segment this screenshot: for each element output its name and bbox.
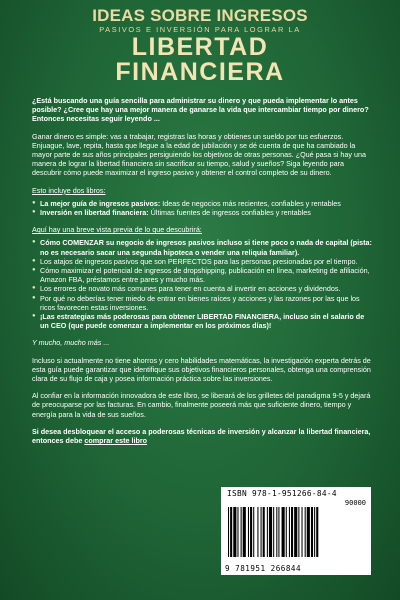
book-desc: Ideas de negocios más recientes, confiables y rentables <box>160 198 341 208</box>
book-title: Inversión en libertad financiera: <box>40 208 149 218</box>
title-line-1: IDEAS SOBRE INGRESOS <box>92 6 308 25</box>
book-title: La mejor guía de ingresos pasivos: <box>40 198 161 208</box>
back-cover-text <box>32 96 372 453</box>
books-heading: Esto incluye dos libros: <box>32 185 106 195</box>
preview-item-bold: ¡Las estrategias más poderosas para obtener LIBERTAD FINANCIERA, incluso sin el salario de un CEO (que puede comenzar a implementar en los próximos días)! <box>40 312 365 331</box>
barcode-number: 9 781951 266844 <box>225 564 302 573</box>
price-code: 90000 <box>344 499 366 507</box>
preview-heading: Aquí hay una breve vista previa de lo que descubrirá: <box>32 225 202 235</box>
barcode-bars <box>227 507 365 557</box>
preview-item-text: Los errores de novato más comunes para tener en cuenta al invertir en acciones y dividendos. <box>40 284 341 294</box>
preview-item <box>32 266 372 284</box>
book-item <box>32 199 372 208</box>
preview-item-bold: Cómo COMENZAR su negocio de ingresos pasivos incluso si tiene poco o nada de capital (pista: no es necesario sacar una segunda hipoteca o vender una reliquia familiar). <box>40 238 372 257</box>
preview-item <box>32 238 372 256</box>
description-paragraph: Ganar dinero es simple: vas a trabajar, registras las horas y obtienes un sueldo por tus esfuerzos. Enjuague, lave, repita, hasta que llegue a la edad de jubilación y se dé cuenta de que ha cambiado la mayor parte de sus años principales persiguiendo los objetivos de otras personas. ¿Qué pasa si hay una manera de lograr la libertad financiera sin sacrificar su tiempo, salud y sueños? Siga leyendo para descubrir cómo puede maximizar el ingreso pasivo y obtener el control completo de su dinero. <box>32 131 367 178</box>
preview-item <box>32 294 372 312</box>
books-list <box>32 199 372 217</box>
preview-item <box>32 257 372 266</box>
book-item <box>32 208 372 217</box>
isbn-label: ISBN 978-1-951266-84-4 <box>227 489 337 498</box>
preview-list <box>32 238 372 330</box>
expert-paragraph: Incluso si actualmente no tiene ahorros y cero habilidades matemáticas, la investigación experta detrás de esta guía puede garantizar que identifique sus objetivos financieros personales, obtenga una comprensión clara de su flujo de caja y posea información práctica sobre las inversiones. <box>32 355 371 384</box>
preview-item-text: Los atajos de ingresos pasivos que son PERFECTOS para las personas presionadas por el tiempo. <box>40 256 358 266</box>
title-line-4: FINANCIERA <box>115 58 285 86</box>
title-line-3: LIBERTAD <box>131 33 269 61</box>
preview-item <box>32 284 372 293</box>
freedom-paragraph: Al confiar en la información innovadora de este libro, se liberará de los grilletes del paradigma 9-5 y dejará de preocuparse por las facturas. En cambio, finalmente poseerá más que suficiente dinero, tiempo y energía para la vida de sus sueños. <box>32 391 371 419</box>
cta-text: Si desea desbloquear el acceso a poderosas técnicas de inversión y alcanzar la libertad financiera, entonces debe <box>32 426 371 446</box>
preview-item <box>32 312 372 330</box>
call-to-action <box>32 427 372 445</box>
intro-paragraph: ¿Está buscando una guía sencilla para administrar su dinero y que pueda implementar lo antes posible? ¿Cree que hay una mejor manera de ganarse la vida que intercambiar tiempo por dinero? Entonces necesitas seguir leyendo ... <box>32 96 369 124</box>
book-desc: Últimas fuentes de ingresos confiables y rentables <box>148 208 311 218</box>
preview-item-text: Cómo maximizar el potencial de ingresos de dropshipping, publicación en línea, marketing de afiliación, Amazon FBA, préstamos entre pares y mucho más. <box>40 266 370 285</box>
isbn-barcode <box>221 487 371 575</box>
preview-item-text: Por qué no deberías tener miedo de entrar en bienes raíces y acciones y las razones por las que los ricos favorecen estas inversiones. <box>40 293 360 312</box>
buy-book-link[interactable]: comprar este libro <box>84 436 148 446</box>
cover-header <box>0 0 400 85</box>
much-more-text: Y mucho, mucho más ... <box>32 338 110 348</box>
title-line-2: PASIVOS E INVERSIÓN PARA LOGRAR LA <box>99 25 301 34</box>
